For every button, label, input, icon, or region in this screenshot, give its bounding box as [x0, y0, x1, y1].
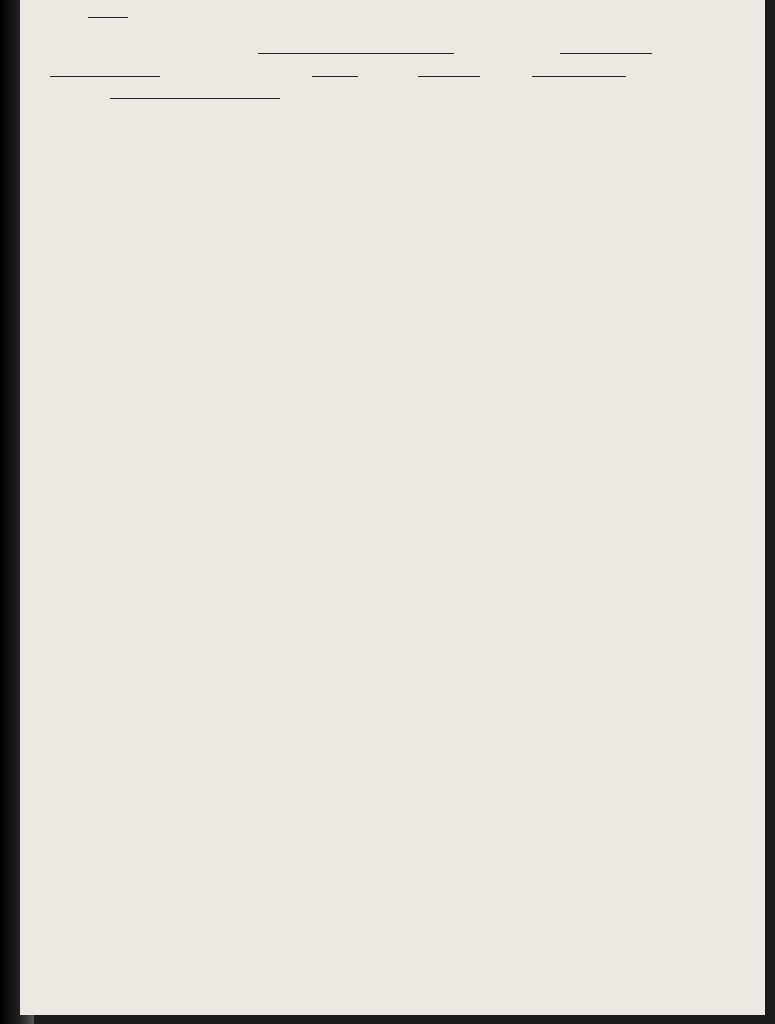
township-underline [258, 53, 454, 54]
marshal-underline [532, 76, 626, 77]
county-underline [560, 53, 652, 54]
census-grid [20, 0, 765, 1015]
page-number-underline [88, 17, 128, 18]
month-underline [418, 76, 480, 77]
state-underline [50, 76, 160, 77]
post-office-underline [110, 98, 280, 99]
census-page [20, 0, 765, 1015]
day-underline [312, 76, 358, 77]
